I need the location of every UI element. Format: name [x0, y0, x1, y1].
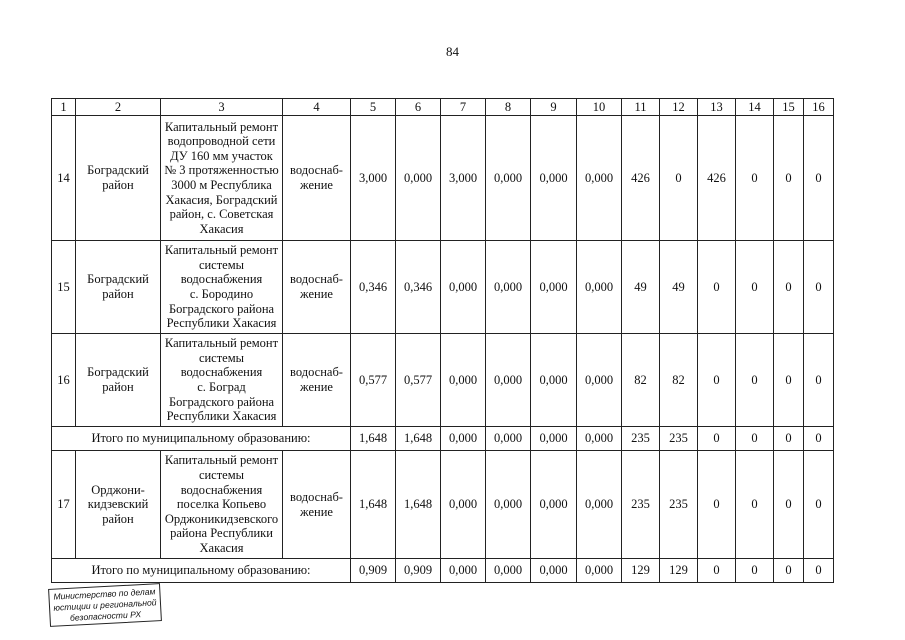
total-value-cell: 0,000 [577, 427, 622, 451]
description-cell-line: Капитальный ремонт [164, 119, 279, 134]
table-row [52, 451, 834, 559]
description-cell-line: Республики Хакасия [166, 316, 277, 331]
value-cell: 1,648 [351, 451, 396, 559]
description-cell-line: ДУ 160 мм участок [170, 148, 273, 163]
value-cell: 0 [736, 451, 774, 559]
total-value-cell: 235 [660, 427, 698, 451]
value-cell: 0,346 [351, 241, 396, 334]
description-cell-line: с. Бородино [189, 287, 254, 301]
total-value-cell: 0,909 [396, 559, 441, 583]
description-cell-line: Республики Хакасия [166, 409, 277, 424]
value-cell: 0 [804, 334, 834, 427]
value-cell: 0,000 [441, 241, 486, 334]
document-table [51, 98, 834, 583]
description-cell [161, 451, 283, 559]
table-row [52, 116, 834, 241]
total-value-cell: 0 [804, 559, 834, 583]
value-cell: 0,000 [531, 116, 577, 241]
district-cell-line: Орджони- [91, 482, 145, 497]
description-cell-line: поселка Копьево [176, 497, 267, 512]
description-cell-line: Капитальный ремонт [164, 336, 279, 351]
district-cell-line: район [102, 287, 134, 301]
type-cell-line: жение [300, 178, 333, 192]
district-cell-line: кидзевский [87, 497, 149, 512]
district-cell [76, 116, 161, 241]
district-cell [76, 334, 161, 427]
value-cell: 49 [622, 241, 660, 334]
column-number: 5 [351, 99, 396, 116]
description-cell-line: 3000 м Республика [171, 178, 272, 192]
row-number: 15 [52, 241, 76, 334]
row-number: 17 [52, 451, 76, 559]
district-cell [76, 241, 161, 334]
description-cell-line: района Республики [170, 526, 273, 541]
value-cell: 0 [774, 241, 804, 334]
value-cell: 1,648 [396, 451, 441, 559]
value-cell: 0,000 [396, 116, 441, 241]
value-cell: 0 [804, 241, 834, 334]
description-cell-line: системы [198, 350, 245, 365]
value-cell: 0,000 [441, 451, 486, 559]
value-cell: 0,577 [351, 334, 396, 427]
value-cell: 0,000 [486, 451, 531, 559]
description-cell-line: системы [198, 257, 245, 272]
type-cell-line: жение [300, 287, 333, 301]
total-label: Итого по муниципальному образованию: [52, 427, 351, 451]
value-cell: 235 [622, 451, 660, 559]
type-cell-line: жение [300, 380, 333, 394]
stamp-line: Министерство по делам [53, 586, 156, 602]
description-cell-line: водопроводной сети [167, 134, 276, 149]
description-cell-line: Хакасия [199, 221, 244, 236]
value-cell: 0,346 [396, 241, 441, 334]
value-cell: 0,000 [531, 241, 577, 334]
description-cell-line: водоснабжения [180, 365, 263, 380]
district-cell-line: Боградский [87, 365, 149, 380]
page-number: 84 [446, 44, 459, 59]
column-number: 3 [161, 99, 283, 116]
value-cell: 0,000 [486, 334, 531, 427]
row-number: 16 [52, 334, 76, 427]
column-number: 2 [76, 99, 161, 116]
district-cell-line: район [102, 178, 134, 192]
description-cell-line: Хакасия [199, 540, 244, 555]
column-number: 7 [441, 99, 486, 116]
column-number: 6 [396, 99, 441, 116]
description-cell-line: водоснабжения [180, 482, 263, 497]
total-value-cell: 1,648 [351, 427, 396, 451]
column-number: 16 [804, 99, 834, 116]
total-label: Итого по муниципальному образованию: [52, 559, 351, 583]
description-cell-line: системы [198, 468, 245, 483]
column-number: 14 [736, 99, 774, 116]
type-cell [283, 241, 351, 334]
type-cell-line: водоснаб- [290, 163, 343, 178]
total-value-cell: 0 [804, 427, 834, 451]
table-row [52, 334, 834, 427]
total-value-cell: 0,000 [531, 559, 577, 583]
total-value-cell: 0 [698, 559, 736, 583]
total-value-cell: 0 [774, 427, 804, 451]
description-cell-line: водоснабжения [180, 272, 263, 287]
value-cell: 0 [736, 241, 774, 334]
type-cell [283, 116, 351, 241]
value-cell: 426 [622, 116, 660, 241]
description-cell-line: с. Боград [197, 380, 246, 394]
value-cell: 49 [660, 241, 698, 334]
value-cell: 0 [698, 334, 736, 427]
description-cell [161, 241, 283, 334]
total-value-cell: 0,909 [351, 559, 396, 583]
value-cell: 0,000 [486, 116, 531, 241]
value-cell: 426 [698, 116, 736, 241]
type-cell-line: жение [300, 504, 333, 519]
total-value-cell: 235 [622, 427, 660, 451]
value-cell: 235 [660, 451, 698, 559]
total-value-cell: 129 [660, 559, 698, 583]
value-cell: 82 [660, 334, 698, 427]
column-number: 10 [577, 99, 622, 116]
value-cell: 82 [622, 334, 660, 427]
type-cell [283, 334, 351, 427]
value-cell: 0,577 [396, 334, 441, 427]
value-cell: 0,000 [486, 241, 531, 334]
value-cell: 0 [804, 116, 834, 241]
column-number: 8 [486, 99, 531, 116]
description-cell [161, 334, 283, 427]
value-cell: 0 [804, 451, 834, 559]
row-number: 14 [52, 116, 76, 241]
total-value-cell: 0,000 [577, 559, 622, 583]
value-cell: 0,000 [441, 334, 486, 427]
type-cell-line: водоснаб- [290, 489, 343, 504]
value-cell: 0,000 [577, 451, 622, 559]
total-value-cell: 0,000 [441, 559, 486, 583]
description-cell [161, 116, 283, 241]
description-cell-line: № 3 протяженностью [164, 163, 279, 178]
total-value-cell: 0 [698, 427, 736, 451]
column-number: 9 [531, 99, 577, 116]
value-cell: 0 [698, 241, 736, 334]
description-cell-line: Орджоникидзевского [164, 511, 279, 526]
type-cell-line: водоснаб- [290, 365, 343, 380]
total-row [52, 427, 834, 451]
column-number: 13 [698, 99, 736, 116]
column-number: 11 [622, 99, 660, 116]
total-value-cell: 0,000 [531, 427, 577, 451]
district-cell [76, 451, 161, 559]
type-cell-line: водоснаб- [290, 272, 343, 287]
type-cell [283, 451, 351, 559]
column-number: 4 [283, 99, 351, 116]
stamp-line: юстиции и региональной [53, 597, 157, 613]
value-cell: 0 [736, 116, 774, 241]
ministry-stamp [48, 583, 162, 627]
district-cell-line: Боградский [87, 163, 149, 178]
district-cell-line: район [102, 380, 134, 394]
value-cell: 0 [698, 451, 736, 559]
district-cell-line: Боградский [87, 272, 149, 287]
total-value-cell: 129 [622, 559, 660, 583]
value-cell: 0,000 [577, 116, 622, 241]
total-row [52, 559, 834, 583]
value-cell: 0,000 [577, 241, 622, 334]
total-value-cell: 0,000 [441, 427, 486, 451]
description-cell-line: район, с. Советская [169, 207, 274, 222]
district-cell-line: район [102, 511, 134, 526]
value-cell: 0,000 [531, 451, 577, 559]
stamp-line: безопасности РХ [69, 609, 142, 623]
total-value-cell: 0,000 [486, 559, 531, 583]
header-row [52, 99, 834, 116]
value-cell: 0 [660, 116, 698, 241]
value-cell: 3,000 [441, 116, 486, 241]
value-cell: 3,000 [351, 116, 396, 241]
description-cell-line: Капитальный ремонт [164, 243, 279, 258]
total-value-cell: 0 [736, 559, 774, 583]
column-number: 15 [774, 99, 804, 116]
value-cell: 0 [774, 334, 804, 427]
total-value-cell: 0 [736, 427, 774, 451]
total-value-cell: 0,000 [486, 427, 531, 451]
value-cell: 0 [736, 334, 774, 427]
value-cell: 0,000 [577, 334, 622, 427]
total-value-cell: 0 [774, 559, 804, 583]
column-number: 1 [52, 99, 76, 116]
table-row [52, 241, 834, 334]
description-cell-line: Хакасия, Боградский [165, 192, 278, 207]
description-cell-line: Боградского района [168, 394, 275, 409]
total-value-cell: 1,648 [396, 427, 441, 451]
description-cell-line: Капитальный ремонт [164, 453, 279, 468]
value-cell: 0 [774, 116, 804, 241]
description-cell-line: Боградского района [168, 301, 275, 316]
column-number: 12 [660, 99, 698, 116]
value-cell: 0 [774, 451, 804, 559]
value-cell: 0,000 [531, 334, 577, 427]
